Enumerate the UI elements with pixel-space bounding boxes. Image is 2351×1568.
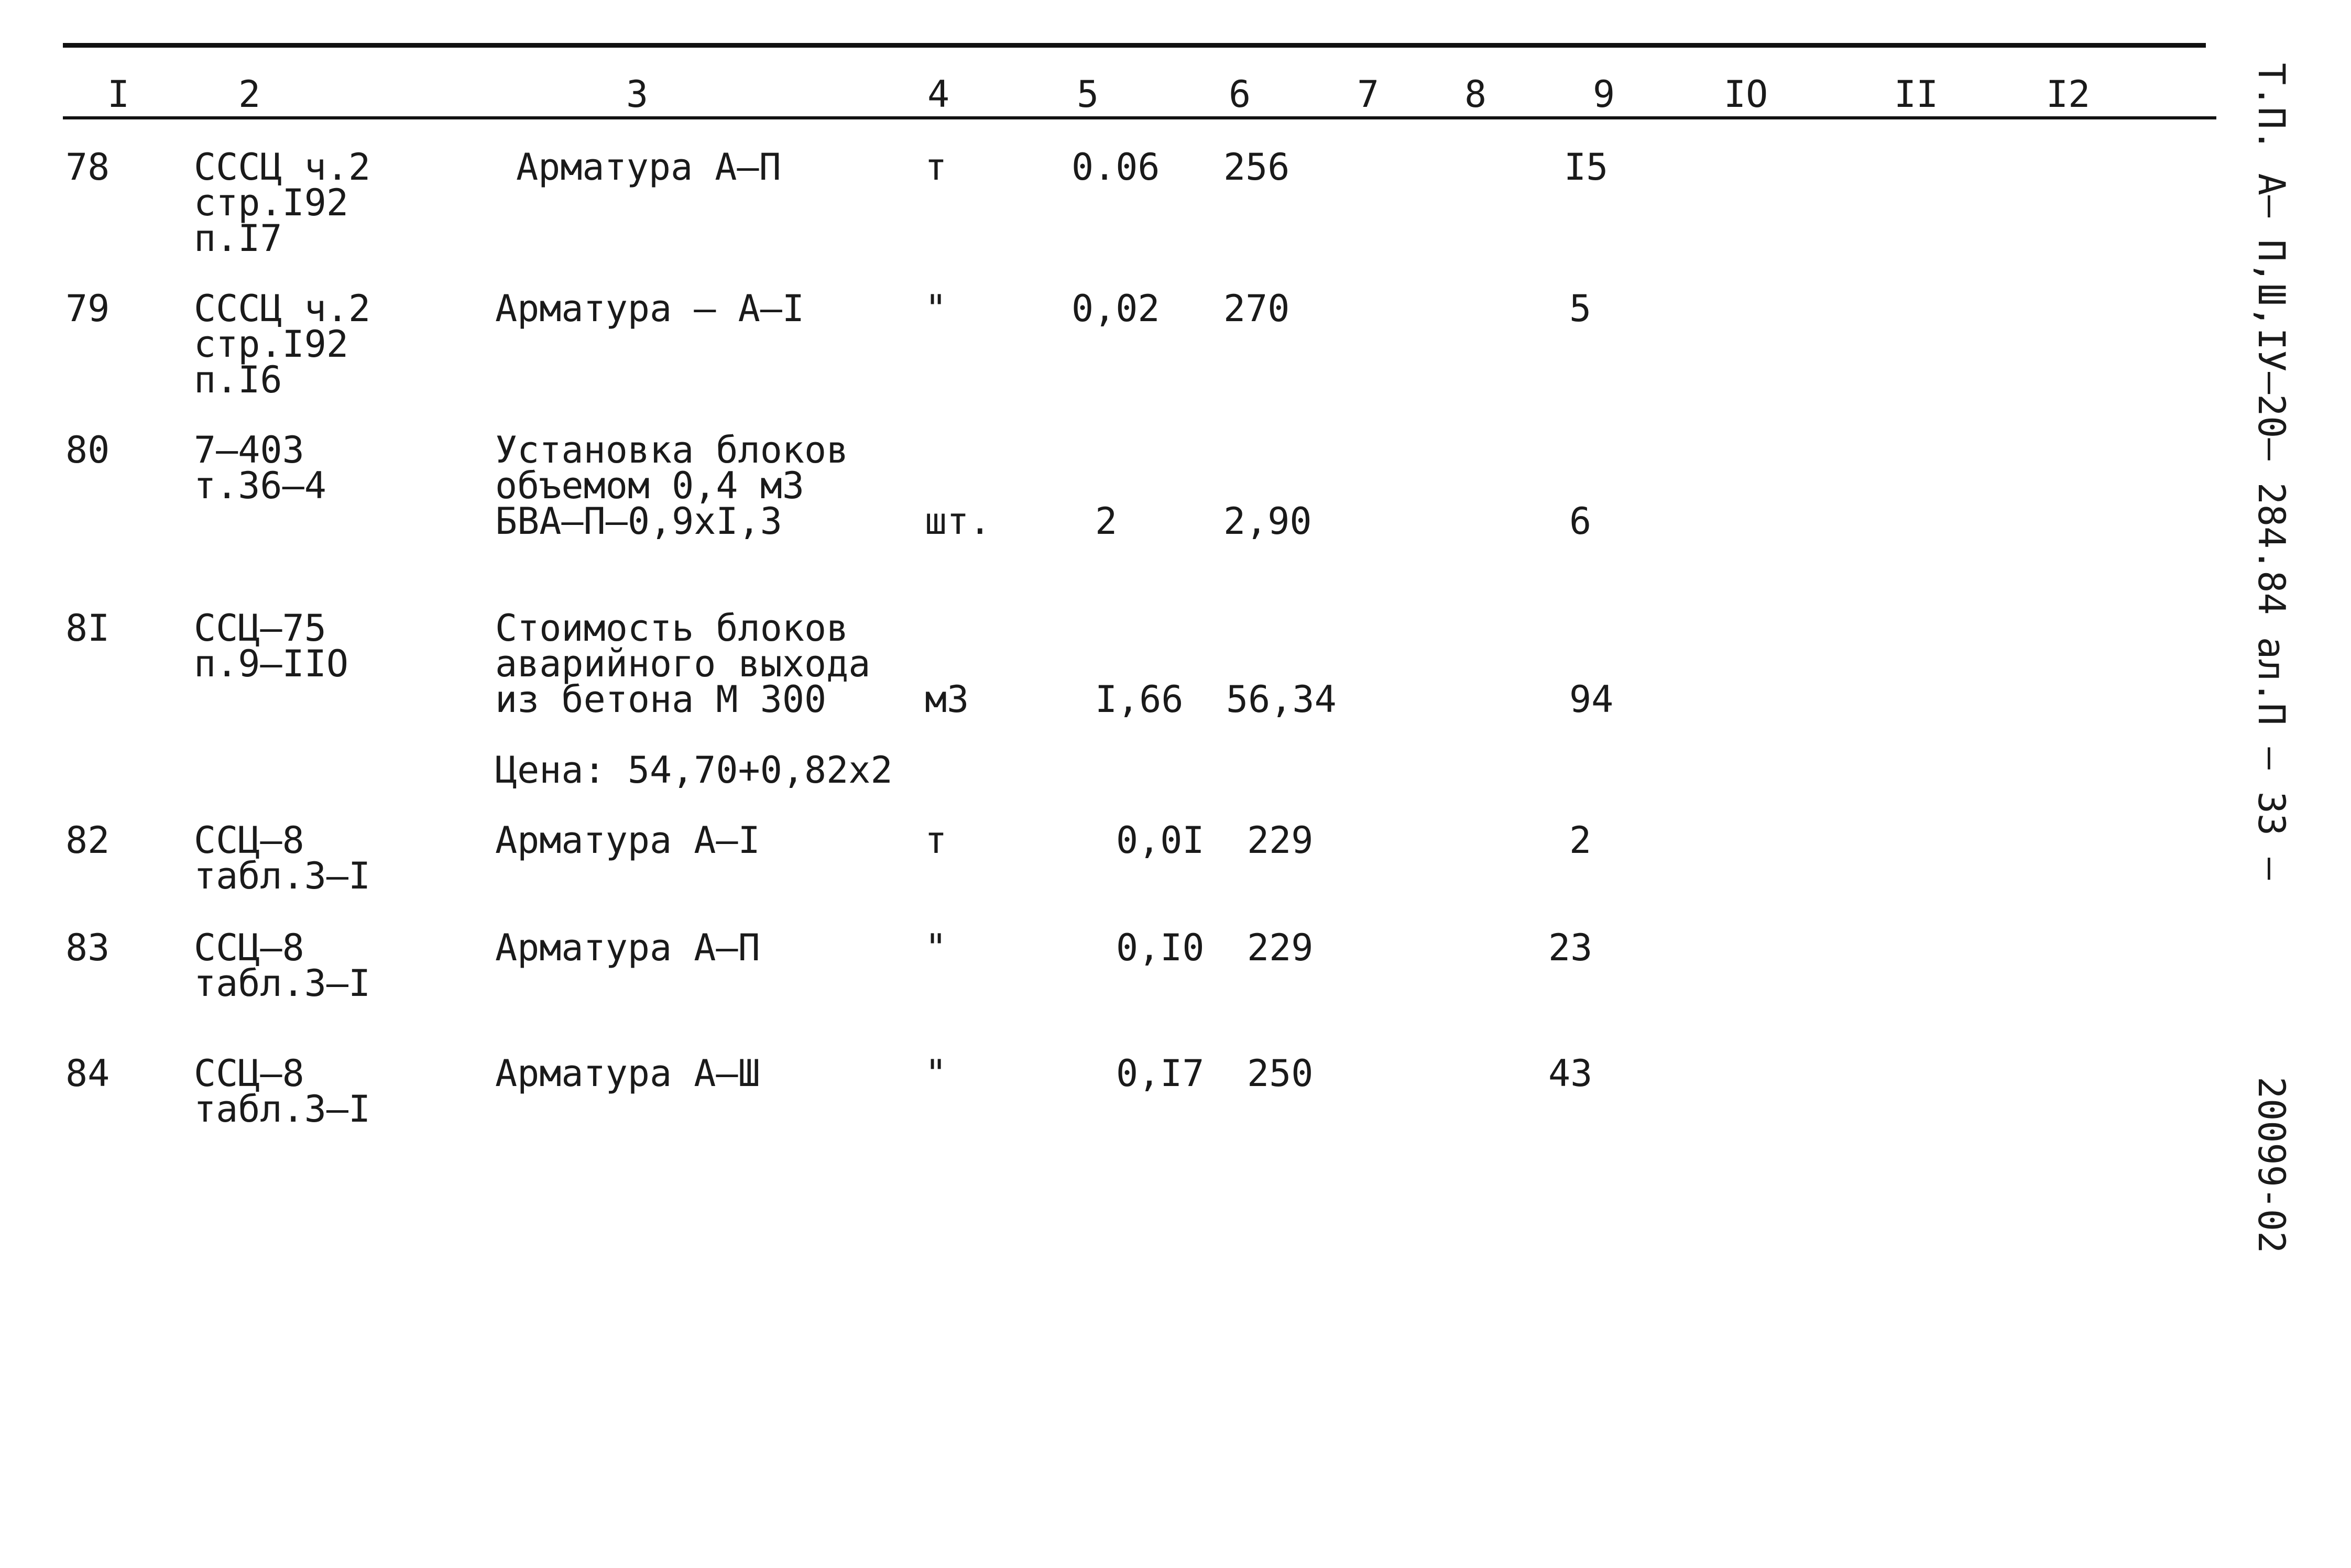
- row-number: 80: [65, 429, 110, 472]
- unit-price: 256: [1223, 146, 1290, 189]
- total: 94: [1569, 678, 1614, 721]
- source-line-1: ССЦ–8: [194, 926, 304, 969]
- column-header-4: 4: [927, 73, 950, 116]
- price-note: Цена: 54,70+0,82х2: [495, 749, 893, 792]
- column-header-1: I: [107, 73, 130, 116]
- column-header-5: 5: [1077, 73, 1099, 116]
- column-header-3: 3: [626, 73, 649, 116]
- source-line-3: п.I6: [194, 358, 282, 401]
- top-rule: [63, 43, 2206, 48]
- source-line-1: 7–403: [194, 429, 304, 472]
- quantity: 0,02: [1071, 287, 1160, 330]
- row-number: 82: [65, 819, 110, 862]
- total: 2: [1569, 819, 1592, 862]
- unit: т: [925, 146, 947, 189]
- unit: ": [925, 287, 947, 330]
- column-header-12: I2: [2046, 73, 2091, 116]
- source-line-1: СССЦ ч.2: [194, 287, 371, 330]
- source-line-2: табл.3–I: [194, 962, 371, 1005]
- unit-price: 270: [1223, 287, 1290, 330]
- quantity: I,66: [1095, 678, 1184, 721]
- total: 23: [1548, 926, 1593, 969]
- column-header-8: 8: [1464, 73, 1487, 116]
- source-line-2: стр.I92: [194, 323, 349, 366]
- unit-price: 229: [1247, 926, 1314, 969]
- item-name: Арматура А–П: [495, 926, 760, 969]
- document-code: 20099-02: [2250, 1077, 2293, 1254]
- source-line-1: ССЦ–75: [194, 607, 326, 650]
- row-number: 79: [65, 287, 110, 330]
- quantity: 0.06: [1071, 146, 1160, 189]
- source-line-3: п.I7: [194, 217, 282, 260]
- source-line-1: ССЦ–8: [194, 819, 304, 862]
- source-line-2: табл.3–I: [194, 854, 371, 897]
- column-header-6: 6: [1229, 73, 1251, 116]
- unit: ": [925, 1052, 947, 1095]
- row-number: 78: [65, 146, 110, 189]
- total: I5: [1564, 146, 1609, 189]
- quantity: 0,I0: [1116, 926, 1205, 969]
- row-number: 84: [65, 1052, 110, 1095]
- unit: шт.: [925, 500, 991, 543]
- total: 5: [1569, 287, 1592, 330]
- quantity: 2: [1095, 500, 1118, 543]
- unit: т: [925, 819, 947, 862]
- item-name: Арматура А–Ш: [495, 1052, 760, 1095]
- column-header-7: 7: [1357, 73, 1380, 116]
- item-name: Арматура – А–I: [495, 287, 805, 330]
- unit: м3: [925, 678, 969, 721]
- item-name-line-3: БВА–П–0,9хI,3: [495, 500, 782, 543]
- item-name: Арматура А–I: [495, 819, 760, 862]
- unit: ": [925, 926, 947, 969]
- column-header-2: 2: [238, 73, 261, 116]
- source-line-2: стр.I92: [194, 181, 349, 224]
- column-header-9: 9: [1593, 73, 1615, 116]
- column-header-11: II: [1894, 73, 1939, 116]
- header-rule: [63, 116, 2216, 119]
- item-name: Арматура А–П: [516, 146, 781, 189]
- unit-price: 2,90: [1223, 500, 1312, 543]
- unit-price: 229: [1247, 819, 1314, 862]
- item-name-line-2: объемом 0,4 м3: [495, 464, 805, 507]
- item-name-line-1: Стоимость блоков: [495, 607, 849, 650]
- row-number: 8I: [65, 607, 110, 650]
- column-header-10: IO: [1724, 73, 1768, 116]
- item-name-line-3: из бетона М 300: [495, 678, 827, 721]
- document-reference: Т.П. А– П,Ш,IУ–20– 284.84 ал.П – 33 –: [2250, 63, 2293, 880]
- source-line-2: п.9–IIO: [194, 642, 349, 685]
- item-name-line-1: Установка блоков: [495, 429, 849, 472]
- source-line-2: табл.3–I: [194, 1088, 371, 1131]
- unit-price: 56,34: [1226, 678, 1337, 721]
- unit-price: 250: [1247, 1052, 1314, 1095]
- quantity: 0,I7: [1116, 1052, 1205, 1095]
- source-line-2: т.36–4: [194, 464, 326, 507]
- row-number: 83: [65, 926, 110, 969]
- item-name-line-2: аварийного выхода: [495, 642, 871, 685]
- total: 43: [1548, 1052, 1593, 1095]
- quantity: 0,0I: [1116, 819, 1205, 862]
- source-line-1: СССЦ ч.2: [194, 146, 371, 189]
- source-line-1: ССЦ–8: [194, 1052, 304, 1095]
- total: 6: [1569, 500, 1592, 543]
